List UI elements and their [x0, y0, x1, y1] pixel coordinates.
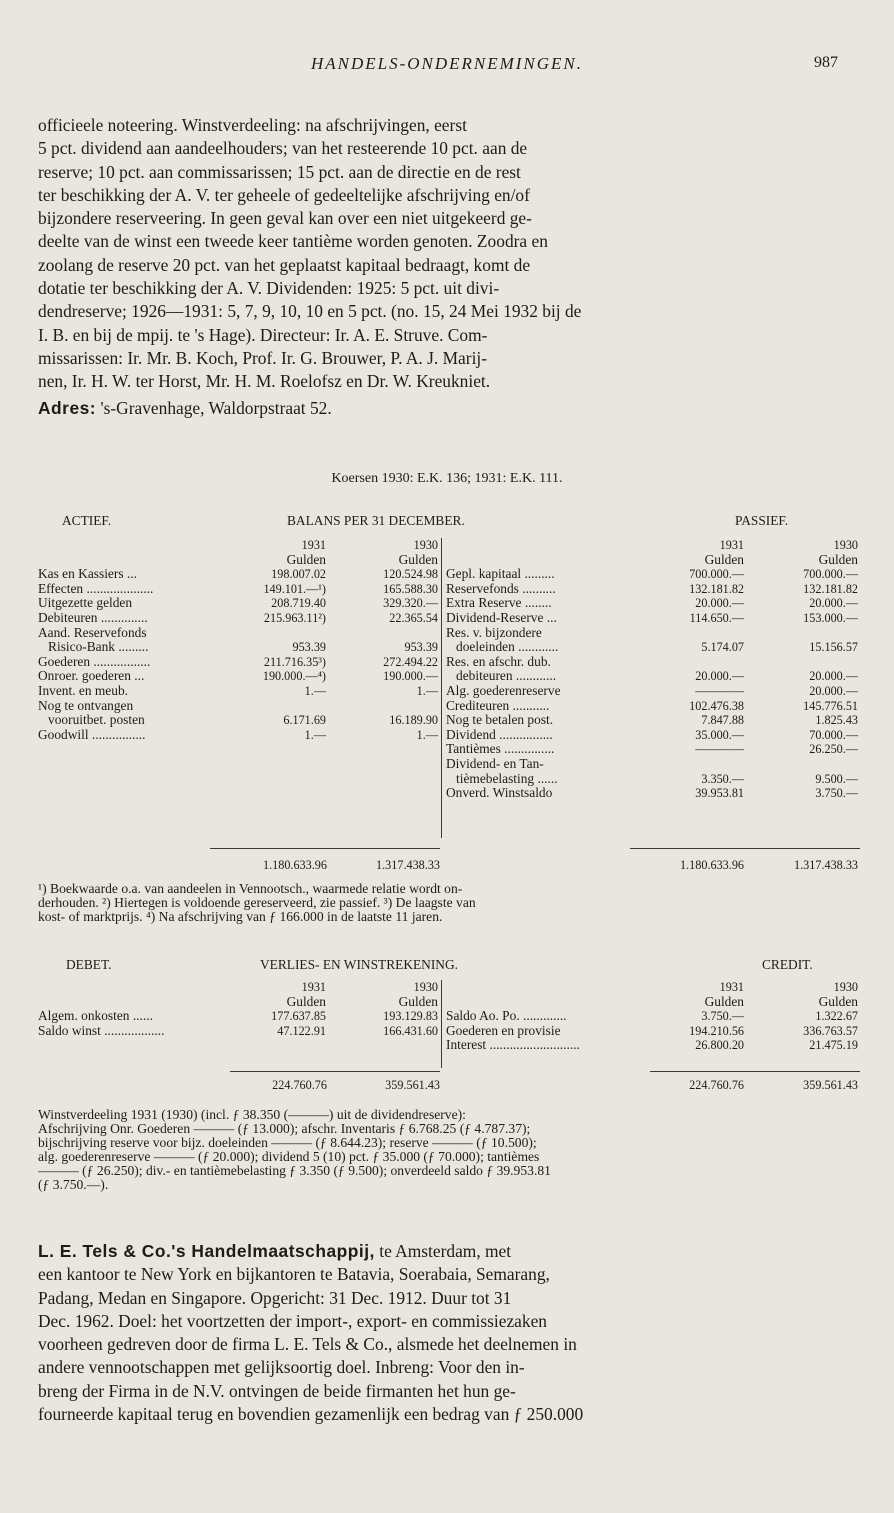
value-1931	[632, 655, 744, 670]
header-blank	[446, 995, 632, 1010]
table-row	[446, 699, 858, 714]
tels-line	[38, 1356, 862, 1379]
value-1930: 9.500.—	[815, 771, 858, 786]
value-1930	[744, 655, 858, 670]
value-1930: 272.494.22	[383, 654, 438, 669]
tels-line-text: een kantoor te New York en bijkantoren te Batavia, Soerabaia, Semarang,	[38, 1264, 550, 1285]
row-label: Res. en afschr. dub.	[446, 653, 551, 669]
table-row	[38, 699, 438, 714]
row-label: Risico-Bank .........	[38, 639, 149, 655]
passief-total	[632, 858, 858, 873]
year-1930: 1930	[833, 538, 858, 552]
year-header-row	[38, 980, 438, 995]
table-row	[38, 655, 438, 670]
table-row	[446, 1009, 858, 1024]
tels-line	[38, 1240, 862, 1263]
value-1931: 20.000.—	[695, 669, 744, 684]
actief-total-rule	[210, 848, 440, 849]
value-1931: 3.350.—	[701, 771, 744, 786]
unit-1931: Gulden	[704, 993, 744, 1009]
table-row	[446, 640, 858, 655]
passief-total-1930: 1.317.438.33	[794, 858, 858, 872]
unit-header-row	[38, 995, 438, 1010]
value-1931: 1.—	[304, 683, 326, 698]
row-label: Aand. Reservefonds	[38, 624, 147, 640]
value-1930: 70.000.—	[809, 727, 858, 742]
value-1930: 953.39	[404, 640, 438, 655]
debet-total-1930: 359.561.43	[385, 1078, 440, 1092]
row-label: vooruitbet. posten	[38, 712, 145, 728]
tels-line-text: Dec. 1962. Doel: het voortzetten der import-, export- en commissiezaken	[38, 1310, 547, 1331]
table-row	[446, 626, 858, 641]
value-1931: 47.122.91	[277, 1023, 326, 1038]
value-1930: 20.000.—	[809, 669, 858, 684]
table-row	[38, 1009, 438, 1024]
header-blank	[446, 553, 632, 568]
intro-line: 5 pct. dividend aan aandeelhouders; van het resteerende 10 pct. aan de	[38, 138, 528, 159]
credit-total	[632, 1078, 858, 1093]
value-1931	[218, 626, 326, 641]
intro-line: zoolang de reserve 20 pct. van het geplaatst kapitaal bedraagt, komt de	[38, 254, 531, 275]
pl-title-debet: DEBET.	[66, 957, 112, 972]
year-header-row	[446, 538, 858, 553]
debet-total-1931: 224.760.76	[272, 1078, 327, 1092]
value-1931: 1.—	[304, 727, 326, 742]
pl-title-credit: CREDIT.	[762, 957, 813, 972]
actief-total-1931: 1.180.633.96	[262, 858, 327, 872]
actief-total-1930: 1.317.438.33	[376, 858, 440, 872]
year-1931: 1931	[719, 538, 744, 552]
year-1930: 1930	[413, 538, 438, 552]
table-row	[446, 757, 858, 772]
value-1930: 15.156.57	[809, 640, 858, 655]
intro-line: officieele noteering. Winstverdeeling: na afschrijvingen, eerst	[38, 115, 467, 135]
header-blank	[446, 980, 632, 995]
value-1930: 193.129.83	[383, 1009, 438, 1024]
row-label: Onverd. Winstsaldo	[446, 785, 553, 801]
intro-line: dotatie ter beschikking der A. V. Dividenden: 1925: 5 pct. uit divi-	[38, 278, 500, 299]
intro-line: bijzondere reserveering. In geen geval kan over een niet uitgekeerd ge-	[38, 208, 532, 229]
debet-total	[218, 1078, 440, 1093]
table-row	[38, 582, 438, 597]
tels-line	[38, 1333, 862, 1356]
row-label: Saldo Ao. Po. .............	[446, 1008, 567, 1024]
value-1930: 1.—	[416, 727, 438, 742]
table-row	[38, 611, 438, 626]
table-row	[38, 640, 438, 655]
actief-table	[38, 538, 438, 742]
row-label: Goederen en provisie	[446, 1022, 561, 1038]
balance-footnotes	[38, 882, 862, 924]
tels-line	[38, 1310, 862, 1333]
row-label: Nog te betalen post.	[446, 712, 554, 728]
tels-line-text: breng der Firma in de N.V. ontvingen de beide firmanten het hun ge-	[38, 1380, 516, 1401]
table-row	[38, 1024, 438, 1039]
value-1930	[744, 757, 858, 772]
row-label: Interest ...........................	[446, 1037, 580, 1053]
value-1931: 198.007.02	[271, 567, 326, 582]
table-row	[446, 669, 858, 684]
address-value: 's-Gravenhage, Waldorpstraat 52.	[100, 398, 332, 418]
year-1930: 1930	[833, 980, 858, 994]
row-label: Tantièmes ...............	[446, 741, 555, 757]
value-1931: ————	[695, 683, 744, 698]
row-label: Res. v. bijzondere	[446, 624, 542, 640]
value-1930	[326, 699, 438, 714]
tels-line-text: andere vennootschappen met gelijksoortig doel. Inbreng: Voor den in-	[38, 1357, 525, 1378]
row-label: Algem. onkosten ......	[38, 1008, 153, 1024]
table-row	[446, 713, 858, 728]
unit-1930: Gulden	[818, 993, 858, 1009]
row-label: Reservefonds ..........	[446, 580, 556, 596]
debet-table	[38, 980, 438, 1038]
table-row	[446, 772, 858, 787]
credit-total-rule	[650, 1071, 860, 1072]
table-row	[38, 669, 438, 684]
table-row	[446, 728, 858, 743]
row-label: Saldo winst ..................	[38, 1022, 165, 1038]
winst-line: ——— (ƒ 26.250); div.- en tantièmebelasting ƒ 3.350 (ƒ 9.500); onverdeeld saldo ƒ 39.953.81	[38, 1164, 551, 1178]
unit-1931: Gulden	[286, 993, 326, 1009]
year-1931: 1931	[719, 980, 744, 994]
address-label: Adres:	[38, 398, 97, 418]
header-blank	[38, 553, 218, 568]
row-label: Effecten ....................	[38, 580, 154, 596]
value-1931: 132.181.82	[689, 581, 744, 596]
table-row	[38, 728, 438, 743]
value-1931	[632, 626, 744, 641]
row-label: Onroer. goederen ...	[38, 668, 145, 684]
balance-divider	[441, 538, 442, 838]
footnote-line: ¹) Boekwaarde o.a. van aandeelen in Vennootsch., waarmede relatie wordt on-	[38, 882, 463, 896]
tels-line-text: fourneerde kapitaal terug en bovendien gezamenlijk een bedrag van ƒ 250.000	[38, 1404, 584, 1425]
row-label: Invent. en meub.	[38, 682, 128, 698]
table-row	[38, 713, 438, 728]
value-1931: 20.000.—	[695, 596, 744, 611]
table-row	[446, 611, 858, 626]
value-1931: 177.637.85	[271, 1009, 326, 1024]
row-label: Nog te ontvangen	[38, 697, 134, 713]
intro-line: nen, Ir. H. W. ter Horst, Mr. H. M. Roelofsz en Dr. W. Kreukniet.	[38, 371, 491, 392]
footnote-line: derhouden. ²) Hiertegen is voldoende gereserveerd, zie passief. ³) De laagste van	[38, 896, 476, 910]
tels-line	[38, 1380, 862, 1403]
passief-total-1931: 1.180.633.96	[680, 858, 744, 872]
winst-line: Afschrijving Onr. Goederen ——— (ƒ 13.000); afschr. Inventaris ƒ 6.768.25 (ƒ 4.787.37);	[38, 1122, 531, 1136]
value-1930: 1.—	[416, 683, 438, 698]
table-row	[446, 655, 858, 670]
table-row	[446, 1024, 858, 1039]
value-1930: 166.431.60	[383, 1023, 438, 1038]
value-1931: 6.171.69	[283, 713, 326, 728]
header-blank	[446, 538, 632, 553]
value-1931: 102.476.38	[689, 698, 744, 713]
table-row	[38, 596, 438, 611]
header-title: HANDELS-ONDERNEMINGEN.	[310, 54, 584, 73]
value-1930: 3.750.—	[815, 786, 858, 801]
tels-line	[38, 1287, 862, 1310]
value-1931	[218, 699, 326, 714]
value-1930: 120.524.98	[383, 567, 438, 582]
row-label: Extra Reserve ........	[446, 595, 552, 611]
value-1931: 208.719.40	[271, 596, 326, 611]
value-1931: 215.963.11²)	[263, 610, 326, 625]
year-1931: 1931	[301, 538, 326, 552]
value-1930	[326, 626, 438, 641]
unit-header-row	[446, 995, 858, 1010]
table-row	[446, 582, 858, 597]
value-1930: 22.365.54	[389, 610, 438, 625]
row-label: Goodwill ................	[38, 726, 146, 742]
value-1931: 35.000.—	[695, 727, 744, 742]
intro-line: I. B. en bij de mpij. te 's Hage). Directeur: Ir. A. E. Struve. Com-	[38, 324, 488, 345]
tels-line-text: Padang, Medan en Singapore. Opgericht: 31 Dec. 1912. Duur tot 31	[38, 1287, 512, 1308]
pl-title: VERLIES- EN WINSTREKENING.	[260, 957, 458, 972]
row-label: Dividend- en Tan-	[446, 755, 544, 771]
winst-line: (ƒ 3.750.—).	[38, 1178, 109, 1192]
value-1930	[744, 626, 858, 641]
table-row	[446, 1038, 858, 1053]
unit-1930: Gulden	[818, 551, 858, 567]
row-label: Uitgezette gelden	[38, 595, 133, 611]
row-label: debiteuren ............	[446, 668, 557, 684]
company-name: L. E. Tels & Co.'s Handelmaatschappij,	[38, 1241, 375, 1261]
debet-total-rule	[230, 1071, 440, 1072]
header-blank	[38, 995, 218, 1010]
row-label: Kas en Kassiers ...	[38, 566, 137, 582]
row-label: Dividend ................	[446, 726, 553, 742]
table-row	[38, 684, 438, 699]
tels-line	[38, 1263, 862, 1286]
winst-line: bijschrijving reserve voor bijz. doeleinden ——— (ƒ 8.644.23); reserve ——— (ƒ 10.500);	[38, 1136, 537, 1150]
tels-line-text: te Amsterdam, met	[374, 1241, 512, 1261]
unit-header-row	[38, 553, 438, 568]
footnote-line: kost- of marktprijs. ⁴) Na afschrijving van ƒ 166.000 in de laatste 11 jaren.	[38, 910, 443, 924]
value-1931: 149.101.—¹)	[263, 581, 326, 596]
tels-line-text: voorheen gedreven door de firma L. E. Tels & Co., alsmede het deelnemen in	[38, 1334, 577, 1355]
header-blank	[38, 538, 218, 553]
value-1931	[632, 757, 744, 772]
value-1930: 26.250.—	[809, 742, 858, 757]
row-label: Alg. goederenreserve	[446, 682, 561, 698]
year-header-row	[446, 980, 858, 995]
unit-1931: Gulden	[286, 551, 326, 567]
header-blank	[38, 980, 218, 995]
value-1930: 329.320.—	[383, 596, 438, 611]
table-row	[446, 567, 858, 582]
value-1931: 190.000.—⁴)	[262, 669, 326, 684]
row-label: Dividend-Reserve ...	[446, 609, 557, 625]
value-1931: 194.210.56	[689, 1023, 744, 1038]
value-1930: 16.189.90	[389, 713, 438, 728]
winst-line: alg. goederenreserve ——— (ƒ 20.000); dividend 5 (10) pct. ƒ 35.000 (ƒ 70.000); tantièmes	[38, 1150, 540, 1164]
value-1930: 165.588.30	[383, 581, 438, 596]
koersen-line: Koersen 1930: E.K. 136; 1931: E.K. 111.	[331, 471, 563, 486]
table-row	[446, 596, 858, 611]
table-row	[38, 567, 438, 582]
winstverdeeling-note	[38, 1108, 862, 1192]
table-row	[446, 684, 858, 699]
running-header	[0, 54, 894, 76]
intro-paragraph	[38, 114, 862, 394]
balance-title-passief: PASSIEF.	[735, 513, 789, 528]
table-row	[38, 626, 438, 641]
winst-line: Winstverdeeling 1931 (1930) (incl. ƒ 38.350 (———) uit de dividendreserve):	[38, 1108, 466, 1122]
row-label: tièmebelasting ......	[446, 770, 558, 786]
credit-total-1931: 224.760.76	[689, 1078, 744, 1092]
row-label: Debiteuren ..............	[38, 609, 148, 625]
value-1930: 21.475.19	[809, 1038, 858, 1053]
value-1930: 1.825.43	[815, 713, 858, 728]
address-line	[38, 397, 862, 420]
pl-divider	[441, 980, 442, 1068]
actief-total	[218, 858, 440, 873]
passief-total-rule	[630, 848, 860, 849]
value-1931: 39.953.81	[695, 786, 744, 801]
value-1930: 153.000.—	[803, 610, 858, 625]
value-1930: 20.000.—	[809, 683, 858, 698]
passief-table	[446, 538, 858, 801]
value-1930: 700.000.—	[803, 567, 858, 582]
intro-line: missarissen: Ir. Mr. B. Koch, Prof. Ir. G. Brouwer, P. A. J. Marij-	[38, 347, 488, 368]
intro-line: ter beschikking der A. V. ter geheele of gedeeltelijke afschrijving en/of	[38, 184, 530, 205]
row-label: Gepl. kapitaal .........	[446, 566, 555, 582]
value-1931: 211.716.35³)	[263, 654, 326, 669]
intro-line: reserve; 10 pct. aan commissarissen; 15 pct. aan de directie en de rest	[38, 161, 521, 182]
value-1931: 7.847.88	[701, 713, 744, 728]
unit-1931: Gulden	[704, 551, 744, 567]
intro-line: dendreserve; 1926—1931: 5, 7, 9, 10, 10 en 5 pct. (no. 15, 24 Mei 1932 bij de	[38, 301, 582, 322]
row-label: Goederen .................	[38, 653, 151, 669]
tels-paragraph	[38, 1240, 862, 1426]
value-1930: 1.322.67	[815, 1009, 858, 1024]
value-1931: ————	[695, 742, 744, 757]
unit-1930: Gulden	[398, 993, 438, 1009]
row-label: Crediteuren ...........	[446, 697, 550, 713]
value-1931: 953.39	[292, 640, 326, 655]
value-1930: 20.000.—	[809, 596, 858, 611]
value-1931: 26.800.20	[695, 1038, 744, 1053]
balance-title-actief: ACTIEF.	[62, 513, 112, 528]
row-label: doeleinden ............	[446, 639, 559, 655]
page-number: 987	[814, 54, 838, 71]
value-1930: 190.000.—	[383, 669, 438, 684]
value-1930: 132.181.82	[803, 581, 858, 596]
year-1930: 1930	[413, 980, 438, 994]
credit-table	[446, 980, 858, 1053]
value-1931: 700.000.—	[689, 567, 744, 582]
value-1930: 336.763.57	[803, 1023, 858, 1038]
value-1931: 5.174.07	[701, 640, 744, 655]
value-1930: 145.776.51	[803, 698, 858, 713]
table-row	[446, 786, 858, 801]
unit-header-row	[446, 553, 858, 568]
balance-title: BALANS PER 31 DECEMBER.	[287, 513, 465, 528]
table-row	[446, 742, 858, 757]
credit-total-1930: 359.561.43	[803, 1078, 858, 1092]
value-1931: 3.750.—	[701, 1009, 744, 1024]
intro-line: deelte van de winst een tweede keer tantième worden genoten. Zoodra en	[38, 231, 548, 252]
year-header-row	[38, 538, 438, 553]
unit-1930: Gulden	[398, 551, 438, 567]
value-1931: 114.650.—	[689, 610, 744, 625]
tels-line	[38, 1403, 862, 1426]
year-1931: 1931	[301, 980, 326, 994]
